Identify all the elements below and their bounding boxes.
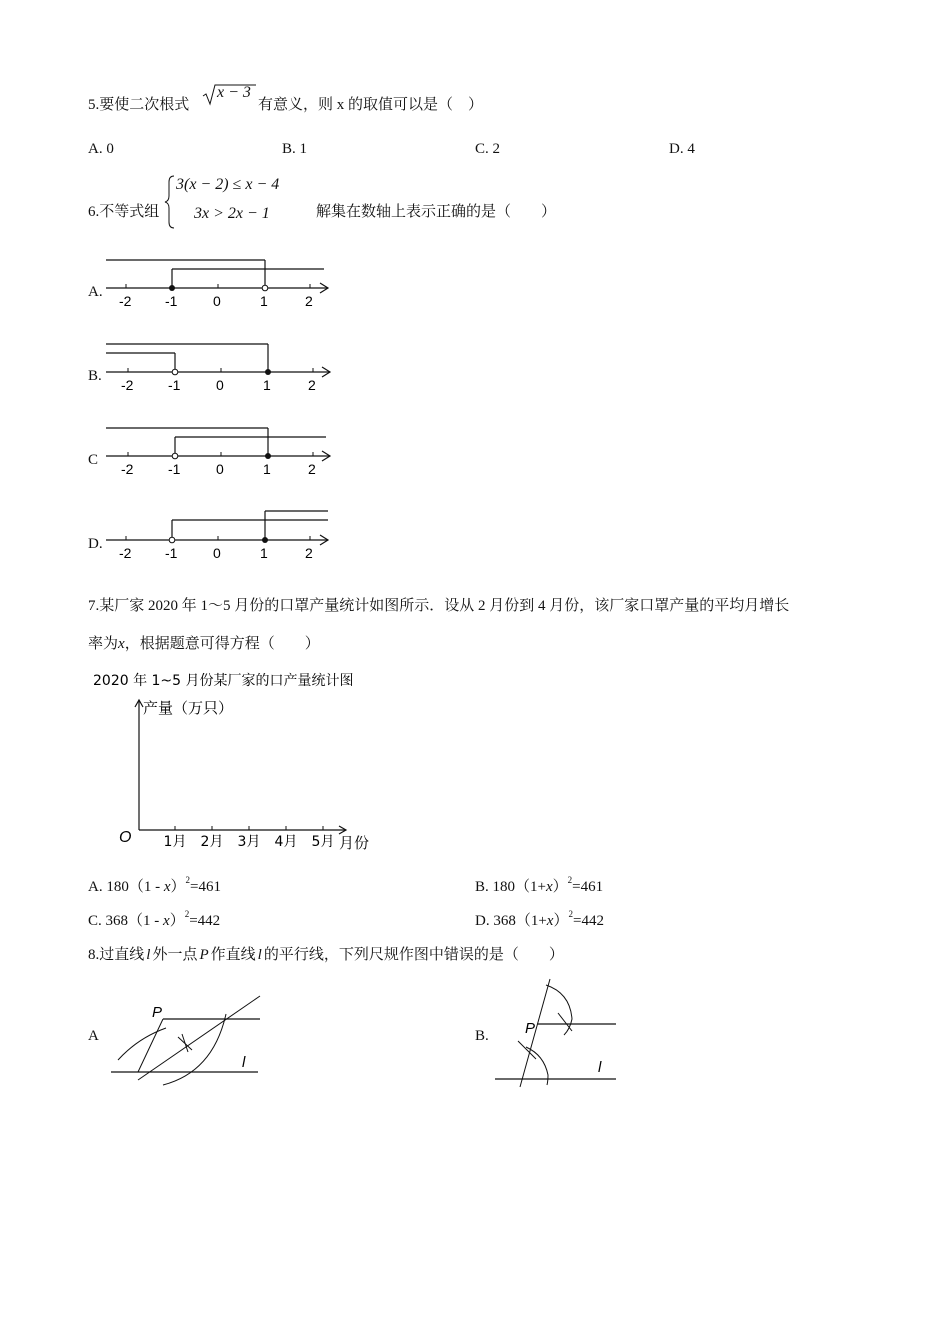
q6-system: [164, 174, 314, 230]
chart-x-tick-label: 3月: [237, 834, 261, 850]
q8-option-b-construction[interactable]: [492, 975, 622, 1093]
q7-option-c[interactable]: C. 368（1 - x）$^2$=442: [88, 909, 221, 929]
tick-label: 2: [308, 377, 316, 393]
q5-option-d[interactable]: D. 4: [669, 141, 695, 157]
q6-option-b-label[interactable]: B.: [88, 368, 102, 384]
line-l-label: l: [242, 1054, 246, 1071]
q6-option-d-label[interactable]: D.: [88, 536, 103, 552]
q7-line-2-b: ，根据题意可得方程（ ）: [124, 636, 320, 652]
question-5: [88, 93, 189, 114]
tick-label: -1: [168, 377, 181, 393]
production-line-chart: [88, 664, 388, 856]
q7-option-b[interactable]: B. $180(1+x)^2=461$: [475, 875, 604, 895]
tick-label: 0: [216, 461, 224, 477]
q8-option-b-label[interactable]: B.: [475, 1028, 489, 1044]
q6-inequality-1: 3(x − 2) ≤ x − 4: [176, 176, 280, 193]
chart-x-tick-label: 2月: [200, 834, 224, 850]
q7-option-d[interactable]: D. $368(1+x)^2=442$: [475, 909, 604, 929]
brace-icon: [164, 174, 176, 230]
q7-option-a[interactable]: A. 180（1 - x）$^2$=461: [88, 875, 221, 895]
tick-label: -1: [168, 461, 181, 477]
tick-label: -2: [119, 545, 132, 561]
chart-x-axis-label: 月份: [339, 834, 370, 852]
point-p-label: P: [152, 1004, 163, 1021]
q6-prefix: 6.不等式组: [88, 204, 160, 220]
q5-radical: [201, 82, 257, 108]
tick-label: 0: [213, 545, 221, 561]
chart-origin-label: O: [119, 829, 132, 846]
tick-label: 1: [260, 545, 268, 561]
q5-option-b[interactable]: B. 1: [282, 141, 308, 157]
q5-option-a[interactable]: A. 0: [88, 141, 114, 157]
tick-label: 0: [216, 377, 224, 393]
tick-label: 2: [305, 545, 313, 561]
q8-option-a-label[interactable]: A: [88, 1028, 99, 1044]
q6-option-b-number-line[interactable]: [100, 336, 340, 394]
point-p-label: P: [525, 1020, 536, 1037]
chart-x-tick-label: 4月: [274, 834, 298, 850]
line-l-label: l: [598, 1059, 602, 1076]
q7-variable: x: [118, 636, 125, 652]
tick-label: -2: [121, 461, 134, 477]
tick-label: 1: [263, 461, 271, 477]
tick-label: -1: [165, 293, 178, 309]
chart-x-tick-label: 1月: [163, 834, 187, 850]
q5-option-c[interactable]: C. 2: [475, 141, 501, 157]
q8-option-a-construction[interactable]: [108, 990, 268, 1090]
q5-prefix: 5.要使二次根式: [88, 97, 190, 113]
q6-option-a-number-line[interactable]: [100, 252, 340, 310]
tick-label: -2: [119, 293, 132, 309]
q6-inequality-2: 3x > 2x − 1: [194, 205, 270, 222]
q6-option-c-number-line[interactable]: [100, 420, 340, 478]
q7-line-2: [88, 632, 320, 653]
q7-line-2-a: 率为: [88, 636, 119, 652]
chart-y-axis-label: 产量（万只）: [143, 699, 234, 717]
q8-stem: 8.过直线 l 外一点 P 作直线 l 的平行线，下列尺规作图中错误的是（ ）: [88, 947, 564, 963]
tick-label: 1: [263, 377, 271, 393]
q6-suffix: 解集在数轴上表示正确的是（ ）: [316, 204, 557, 220]
q6-option-d-number-line[interactable]: [100, 504, 340, 562]
chart-title: 2020 年 1~5 月份某厂家的口产量统计图: [93, 673, 354, 689]
tick-label: 2: [305, 293, 313, 309]
tick-label: -1: [165, 545, 178, 561]
tick-label: 2: [308, 461, 316, 477]
q5-suffix: 有意义，则 x 的取值可以是（ ）: [258, 97, 484, 113]
tick-label: -2: [121, 377, 134, 393]
q6-option-c-label[interactable]: C: [88, 452, 99, 468]
q6-option-a-label[interactable]: A.: [88, 284, 103, 300]
tick-label: 0: [213, 293, 221, 309]
chart-x-tick-label: 5月: [311, 834, 335, 850]
q5-radicand: x − 3: [217, 84, 251, 101]
chart-axes: [110, 700, 346, 856]
q7-line-1: 7.某厂家 2020 年 1～5 月份的口罩产量统计如图所示．设从 2 月份到 4 月份，该厂家口罩产量的平均月增长: [88, 598, 790, 614]
tick-label: 1: [260, 293, 268, 309]
